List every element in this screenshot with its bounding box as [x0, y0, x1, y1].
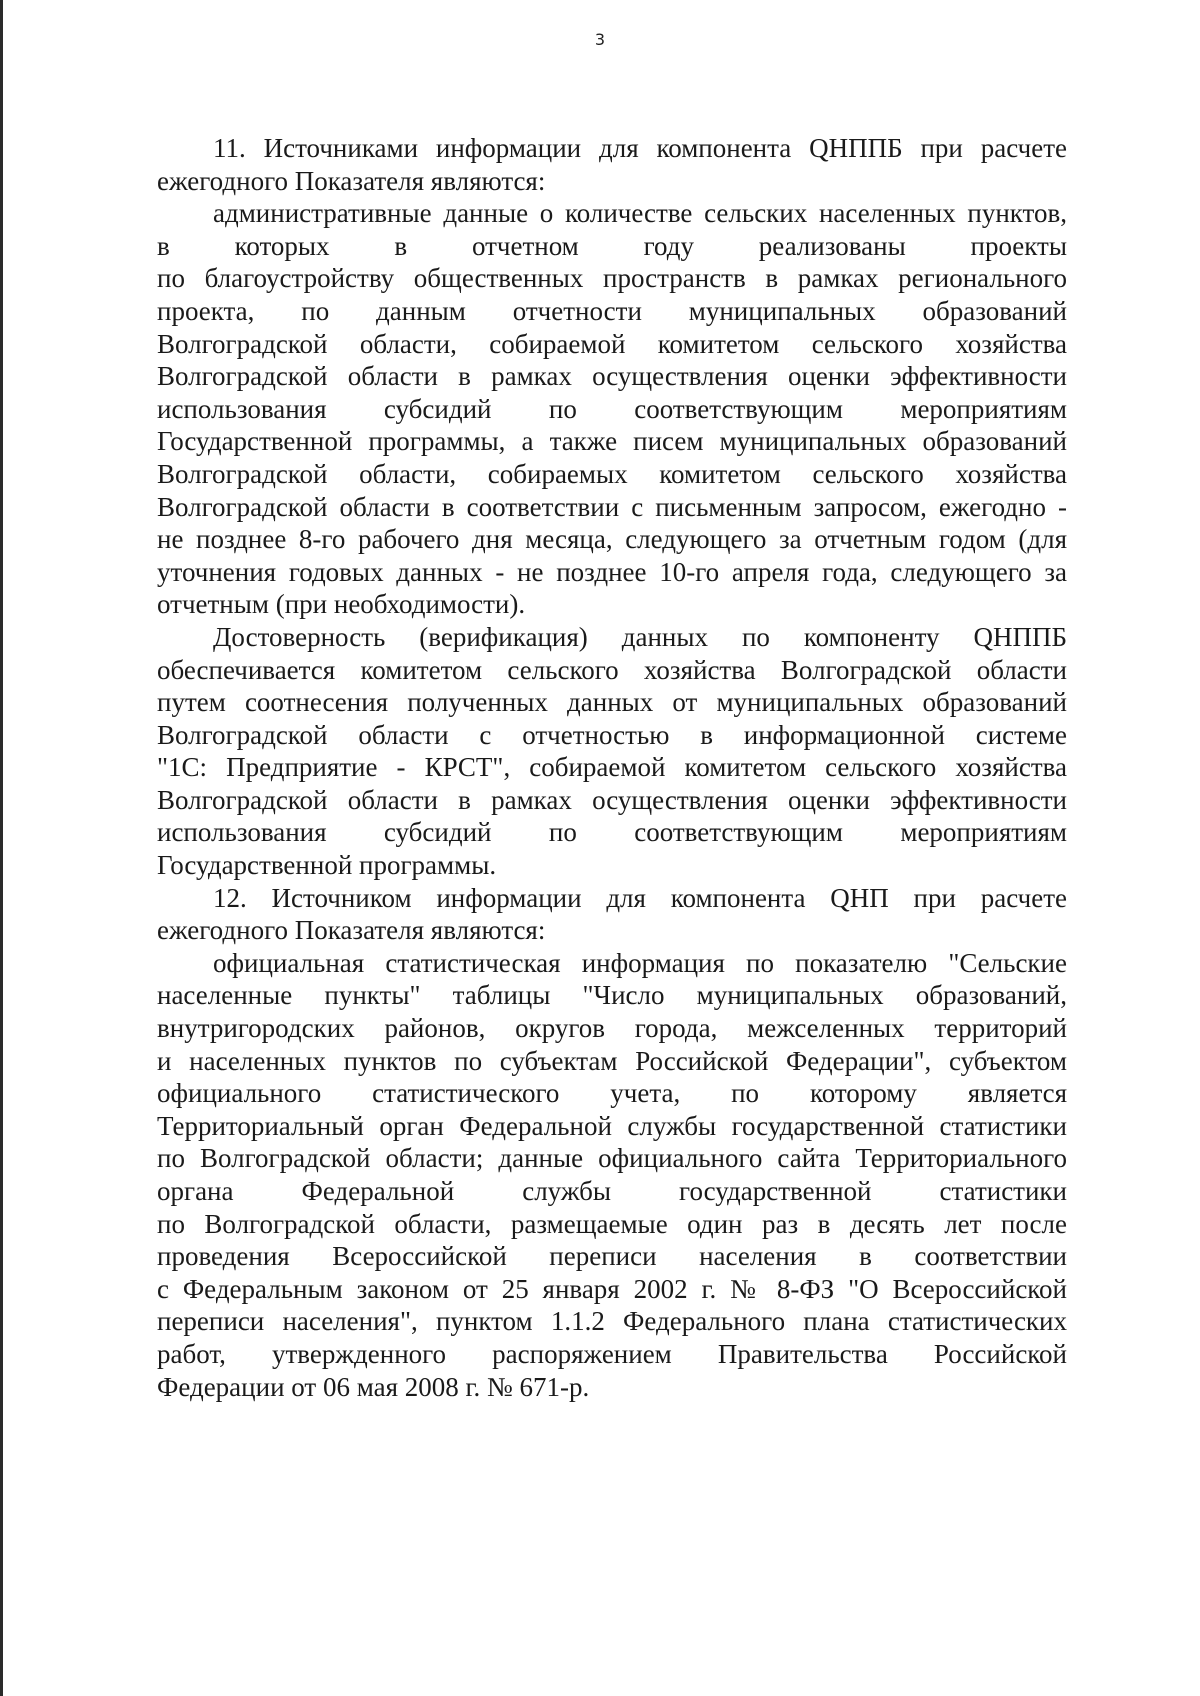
text-line: путем соотнесения полученных данных от муниципальных образований [157, 687, 1067, 718]
text-line: официального статистического учета, по которому является [157, 1078, 1067, 1109]
text-line: Волгоградской области, собираемых комитетом сельского хозяйства [157, 458, 1067, 489]
text-line: Государственной программы. [157, 850, 497, 881]
text-line: Волгоградской области, собираемой комитетом сельского хозяйства [157, 328, 1067, 359]
text-line: не позднее 8-го рабочего дня месяца, следующего за отчетным годом (для [157, 524, 1067, 555]
text-line: ежегодного Показателя являются: [157, 915, 546, 946]
text-line: 12. Источником информации для компонента QНП при расчете [213, 882, 1067, 913]
text-line: органа Федеральной службы государственной статистики [157, 1176, 1067, 1206]
text-line: проведения Всероссийской переписи населения в соответствии [157, 1241, 1067, 1272]
text-line: Достоверность (верификация) данных по компоненту QНППБ [213, 621, 1067, 652]
text-line: отчетным (при необходимости). [157, 589, 526, 620]
text-line: Волгоградской области в соответствии с письменным запросом, ежегодно - [157, 491, 1067, 522]
document-body [157, 132, 1067, 1403]
text-line: официальная статистическая информация по показателю "Сельские [213, 947, 1067, 978]
text-line: 11. Источниками информации для компонента QНППБ при расчете [213, 133, 1067, 163]
text-line: с Федеральным законом от 25 января 2002 г. № 8-ФЗ "О Всероссийской [157, 1273, 1067, 1304]
text-line: переписи населения", пунктом 1.1.2 Федерального плана статистических [157, 1306, 1067, 1337]
text-line: внутригородских районов, округов города, межселенных территорий [157, 1013, 1067, 1044]
text-line: в которых в отчетном году реализованы проекты [157, 230, 1067, 261]
text-line: Волгоградской области в рамках осуществления оценки эффективности [157, 361, 1067, 392]
text-line: Территориальный орган Федеральной службы государственной статистики [157, 1110, 1067, 1141]
text-line: проекта, по данным отчетности муниципальных образований [157, 295, 1067, 326]
text-line: Волгоградской области в рамках осуществления оценки эффективности [157, 784, 1067, 815]
text-line: обеспечивается комитетом сельского хозяйства Волгоградской области [157, 654, 1067, 685]
text-line: Государственной программы, а также писем муниципальных образований [157, 426, 1067, 457]
text-line: использования субсидий по соответствующим мероприятиям [157, 817, 1067, 848]
text-line: административные данные о количестве сельских населенных пунктов, [213, 198, 1067, 229]
text-line: по благоустройству общественных пространств в рамках регионального [157, 263, 1067, 294]
text-line: Федерации от 06 мая 2008 г. № 671-р. [157, 1371, 590, 1402]
text-line: "1С: Предприятие - КРСТ", собираемой комитетом сельского хозяйства [157, 752, 1067, 783]
text-line: населенные пункты" таблицы "Число муниципальных образований, [157, 980, 1067, 1011]
text-line: ежегодного Показателя являются: [157, 165, 546, 196]
text-line: использования субсидий по соответствующим мероприятиям [157, 393, 1067, 424]
scan-edge-line [0, 0, 3, 1696]
text-line: Волгоградской области с отчетностью в информационной системе [157, 719, 1067, 750]
text-line: по Волгоградской области, размещаемые один раз в десять лет после [157, 1208, 1067, 1239]
text-line: уточнения годовых данных - не позднее 10-го апреля года, следующего за [157, 556, 1067, 587]
text-line: по Волгоградской области; данные официального сайта Территориального [157, 1143, 1067, 1174]
text-line: и населенных пунктов по субъектам Российской Федерации", субъектом [157, 1045, 1067, 1076]
page-number: 3 [594, 30, 606, 49]
text-line: работ, утвержденного распоряжением Правительства Российской [157, 1338, 1067, 1369]
